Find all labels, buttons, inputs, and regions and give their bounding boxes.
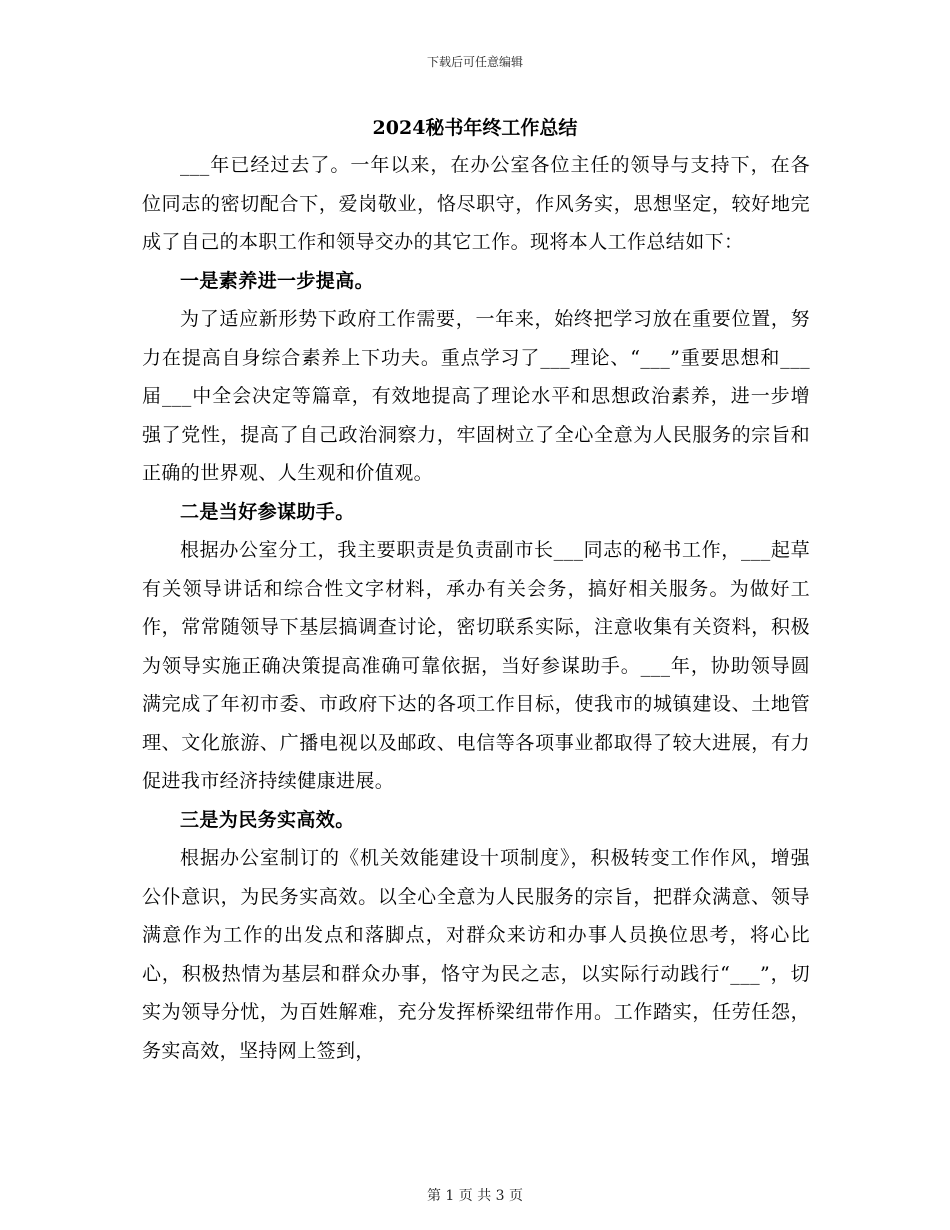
document-body (142, 146, 810, 1070)
document-title: 2024秘书年终工作总结 (372, 117, 578, 139)
section-paragraph-2: 根据办公室分工，我主要职责是负责副市长___同志的秘书工作，___起草有关领导讲话和综合性文字材料，承办有关会务，搞好相关服务。为做好工作，常常随领导下基层搞调查讨论，密切联系实际，注意收集有关资料，积极为领导实施正确决策提高准确可靠依据，当好参谋助手。___年，协助领导圆满完成了年初市委、市政府下达的各项工作目标，使我市的城镇建设、土地管理、文化旅游、广播电视以及邮政、电信等各项事业都取得了较大进展，有力促进我市经济持续健康进展。 (142, 539, 810, 792)
section-heading-2: 二是当好参谋助手。 (180, 500, 355, 523)
section-heading-3: 三是为民务实高效。 (180, 808, 355, 831)
intro-paragraph: ___年已经过去了。一年以来，在办公室各位主任的领导与支持下，在各位同志的密切配合下，爱岗敬业，恪尽职守，作风务实，思想坚定，较好地完成了自己的本职工作和领导交办的其它工作。现将本人工作总结如下： (142, 154, 810, 253)
page-header: 下载后可任意编辑 (426, 55, 523, 69)
section-paragraph-3: 根据办公室制订的《机关效能建设十项制度》，积极转变工作作风，增强公仆意识，为民务实高效。以全心全意为人民服务的宗旨，把群众满意、领导满意作为工作的出发点和落脚点，对群众来访和办事人员换位思考，将心比心，积极热情为基层和群众办事，恪守为民之志，以实际行动践行“___”，切实为领导分忧，为百姓解难，充分发挥桥梁纽带作用。工作踏实，任劳任怨，务实高效，坚持网上签到， (142, 847, 810, 1062)
page-number: 第 1 页 共 3 页 (426, 1188, 524, 1204)
section-paragraph-1: 为了适应新形势下政府工作需要，一年来，始终把学习放在重要位置，努力在提高自身综合素养上下功夫。重点学习了___理论、“___”重要思想和___届___中全会决定等篇章，有效地提高了理论水平和思想政治素养，进一步增强了党性，提高了自己政治洞察力，牢固树立了全心全意为人民服务的宗旨和正确的世界观、人生观和价值观。 (142, 308, 810, 484)
section-heading-1: 一是素养进一步提高。 (180, 269, 375, 292)
